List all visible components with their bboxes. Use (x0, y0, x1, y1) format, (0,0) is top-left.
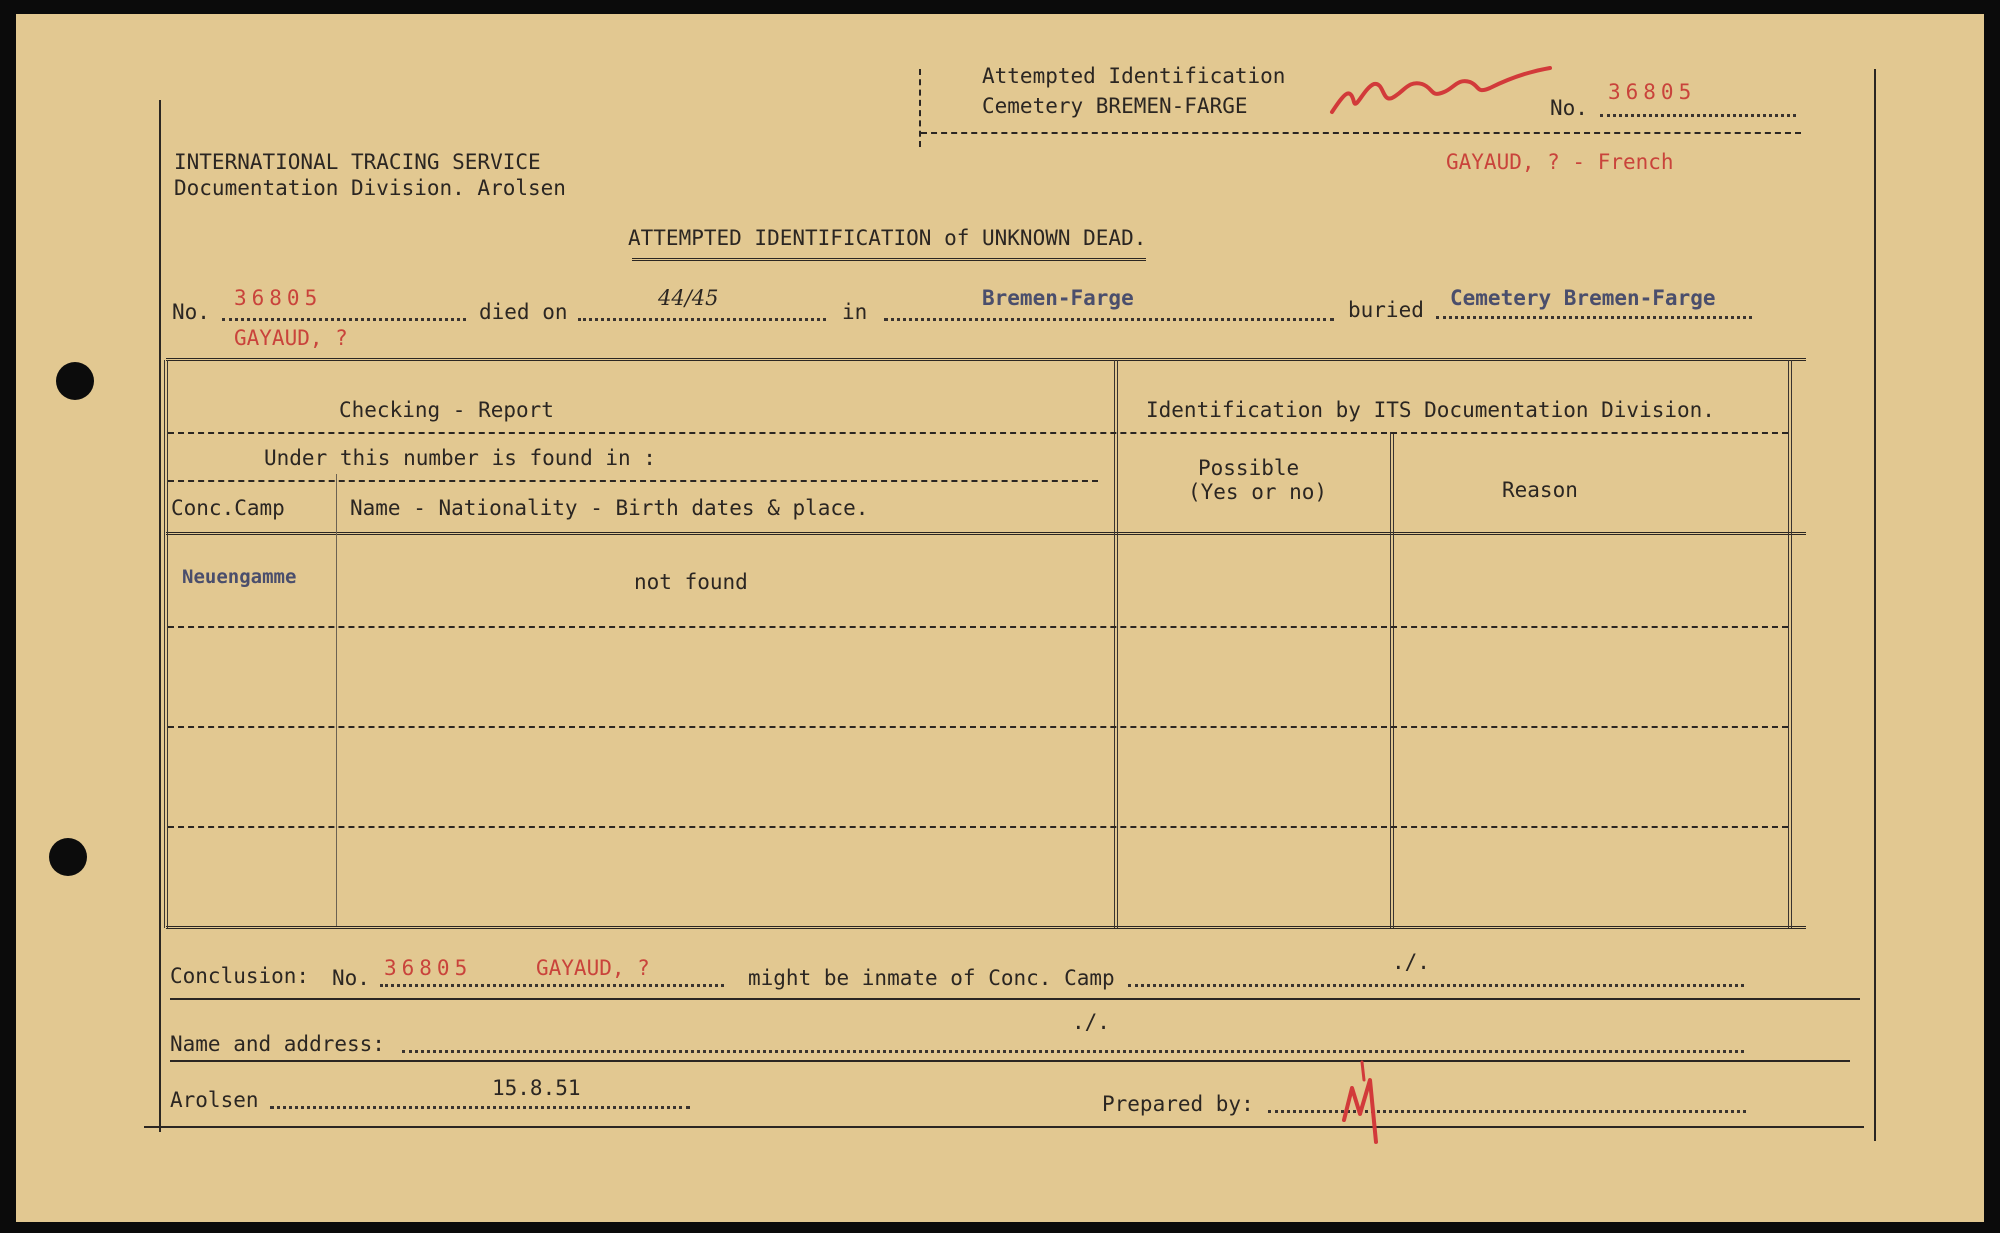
possible-reason-divider (1390, 432, 1394, 928)
record-no-label: No. (172, 300, 210, 324)
table-header-border (166, 532, 1806, 535)
subject-name: GAYAUD, ? - French (1446, 150, 1674, 174)
header-no-label: No. (1550, 96, 1588, 120)
document-title: ATTEMPTED IDENTIFICATION of UNKNOWN DEAD. (628, 226, 1147, 250)
conclusion-rule (170, 998, 1860, 1000)
record-name-note: GAYAUD, ? (234, 326, 348, 350)
dotted-line (1600, 114, 1796, 117)
row-divider (168, 826, 1788, 828)
in-value: Bremen-Farge (982, 286, 1134, 310)
col-possible-header: Possible (1198, 456, 1300, 480)
table-left-border (164, 360, 168, 928)
date-value: 15.8.51 (492, 1076, 581, 1100)
conclusion-no-label: No. (332, 966, 370, 990)
address-label: Name and address: (170, 1032, 385, 1056)
table-bottom-border (166, 926, 1806, 929)
dotted-line (1436, 316, 1752, 319)
row-name: not found (634, 570, 748, 594)
table-center-divider (1114, 360, 1118, 928)
table-line (168, 480, 1098, 482)
org-name: INTERNATIONAL TRACING SERVICE (174, 150, 541, 174)
col-camp-header: Conc.Camp (171, 496, 285, 520)
checking-report-header: Checking - Report (339, 398, 554, 422)
died-value: 44/45 (658, 286, 719, 310)
place-label: Arolsen (170, 1088, 259, 1112)
under-number-header: Under this number is found in : (264, 446, 656, 470)
org-division: Documentation Division. Arolsen (174, 176, 566, 200)
row-divider (168, 726, 1788, 728)
dotted-line (222, 318, 466, 321)
address-rule (170, 1060, 1850, 1062)
table-top-border (166, 358, 1806, 361)
dotted-line (578, 318, 826, 321)
died-label: died on (479, 300, 568, 324)
col-possible-subheader: (Yes or no) (1188, 480, 1328, 504)
conclusion-camp-value: ./. (1392, 950, 1430, 974)
dotted-line (1128, 984, 1744, 987)
dotted-line (270, 1106, 690, 1109)
buried-label: buried (1348, 298, 1424, 322)
conclusion-text: might be inmate of Conc. Camp (748, 966, 1115, 990)
camp-name-divider (336, 474, 337, 926)
dotted-line (380, 984, 724, 987)
document-card (16, 14, 1984, 1222)
col-name-header: Name - Nationality - Birth dates & place. (350, 496, 869, 520)
dotted-line (884, 318, 1334, 321)
bottom-border (144, 1126, 1864, 1128)
identification-header: Identification by ITS Documentation Division. (1146, 398, 1715, 422)
address-value: ./. (1072, 1010, 1110, 1034)
buried-value: Cemetery Bremen-Farge (1450, 286, 1716, 310)
col-reason-header: Reason (1502, 478, 1578, 502)
dotted-line (402, 1050, 1744, 1053)
in-label: in (842, 300, 868, 324)
prepared-label: Prepared by: (1102, 1092, 1254, 1116)
row-divider (168, 626, 1788, 628)
table-right-border (1788, 360, 1792, 928)
punch-hole (49, 838, 87, 876)
record-no-value: 36805 (234, 286, 323, 310)
header-box-line2: Cemetery BREMEN-FARGE (982, 94, 1248, 118)
conclusion-name-value: GAYAUD, ? (536, 956, 650, 980)
handwritten-none-mark (1326, 54, 1556, 124)
header-box-line1: Attempted Identification (982, 64, 1286, 88)
conclusion-no-value: 36805 (384, 956, 473, 980)
left-border (159, 100, 161, 1132)
punch-hole (56, 362, 94, 400)
row-camp: Neuengamme (182, 566, 297, 588)
header-box-divider (919, 69, 921, 147)
title-underline (632, 258, 1146, 261)
preparer-initial-signature (1336, 1050, 1406, 1146)
header-no-value: 36805 (1608, 80, 1697, 104)
header-box-bottom (921, 132, 1801, 134)
right-border (1874, 69, 1876, 1141)
conclusion-label: Conclusion: (170, 964, 310, 988)
table-line (168, 432, 1788, 434)
